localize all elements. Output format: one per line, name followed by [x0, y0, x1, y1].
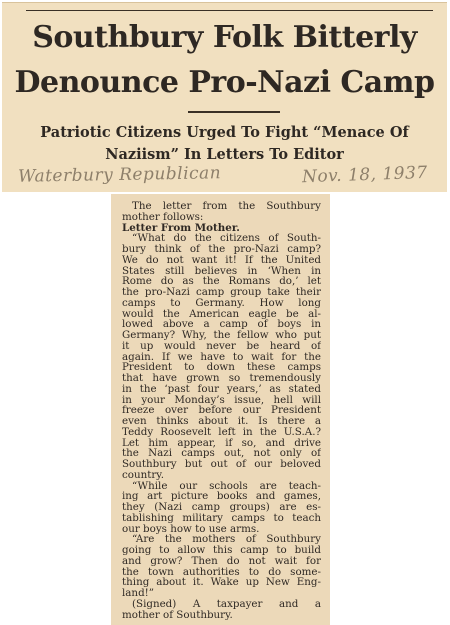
headline-divider	[188, 111, 280, 113]
article-line: in the ‘past four years,’ as stated	[122, 383, 321, 395]
handwritten-source-note: Waterbury Republican	[17, 163, 222, 187]
article-line: in your Monday’s issue, hell will	[122, 394, 321, 406]
article-line: tablishing military camps to teach	[122, 512, 321, 524]
top-rule	[26, 10, 433, 11]
article-line: mother follows:	[122, 211, 204, 223]
article-line: again. If we have to wait for the	[122, 351, 321, 363]
article-body	[122, 201, 321, 620]
article-line: Teddy Roosevelt left in the U.S.A.?	[122, 426, 321, 438]
article-line: ing art picture books and games,	[122, 491, 321, 502]
article-line: (Signed) A taxpayer and a	[132, 598, 321, 610]
article-line: “While our schools are teach-	[132, 480, 321, 492]
article-line: lowed above a camp of boys in	[122, 319, 321, 330]
article-line: “What do the citizens of South-	[132, 233, 321, 244]
headline-clipping	[2, 2, 447, 192]
subheadline-line-1: Patriotic Citizens Urged To Fight “Menace Of	[40, 124, 409, 141]
article-line: it up would never be heard of	[122, 340, 321, 352]
article-line: would the American eagle be al-	[122, 308, 321, 320]
headline-line-1: Southbury Folk Bitterly	[32, 20, 417, 55]
subheadline-line-2: Naziism” In Letters To Editor	[105, 146, 344, 163]
article-line: the pro-Nazi camp group take their	[122, 287, 321, 298]
article-line: country.	[122, 469, 165, 481]
article-line: President to down these camps	[122, 362, 321, 373]
article-line: our boys how to use arms.	[122, 523, 260, 535]
article-line: Letter From Mother.	[122, 222, 240, 234]
article-line: and grow? Then do not wait for	[122, 555, 321, 567]
article-line: going to allow this camp to build	[122, 545, 321, 556]
article-line: the Nazi camps out, not only of	[122, 448, 321, 459]
article-line: that have grown so tremendously	[122, 373, 321, 384]
article-line: they (Nazi camp groups) are es-	[122, 502, 321, 513]
article-line: camps to Germany. How long	[122, 297, 321, 309]
article-column-clipping	[111, 194, 330, 625]
article-line: thing about it. Wake up New Eng-	[122, 577, 321, 588]
article-line: “Are the mothers of Southbury	[132, 534, 321, 545]
article-line: even thinks about it. Is there a	[122, 416, 321, 427]
article-line: Germany? Why, the fellow who put	[122, 330, 321, 341]
article-line: Let him appear, if so, and drive	[122, 437, 321, 449]
article-line: Southbury but out of our beloved	[122, 459, 321, 470]
article-line: The letter from the Southbury	[132, 201, 321, 212]
article-line: We do not want it! If the United	[122, 254, 321, 266]
headline-line-2: Denounce Pro-Nazi Camp	[14, 65, 435, 100]
article-line: land!”	[122, 588, 155, 599]
article-line: States still believes in ‘When in	[122, 265, 321, 277]
article-line: mother of Southbury.	[122, 609, 233, 621]
article-line: bury think of the pro-Nazi camp?	[122, 244, 321, 255]
article-line: Rome do as the Romans do,’ let	[122, 276, 321, 287]
article-line: freeze over before our President	[122, 405, 321, 416]
handwritten-date-note: Nov. 18, 1937	[301, 162, 429, 188]
article-line: the town authorities to do some-	[122, 566, 321, 578]
